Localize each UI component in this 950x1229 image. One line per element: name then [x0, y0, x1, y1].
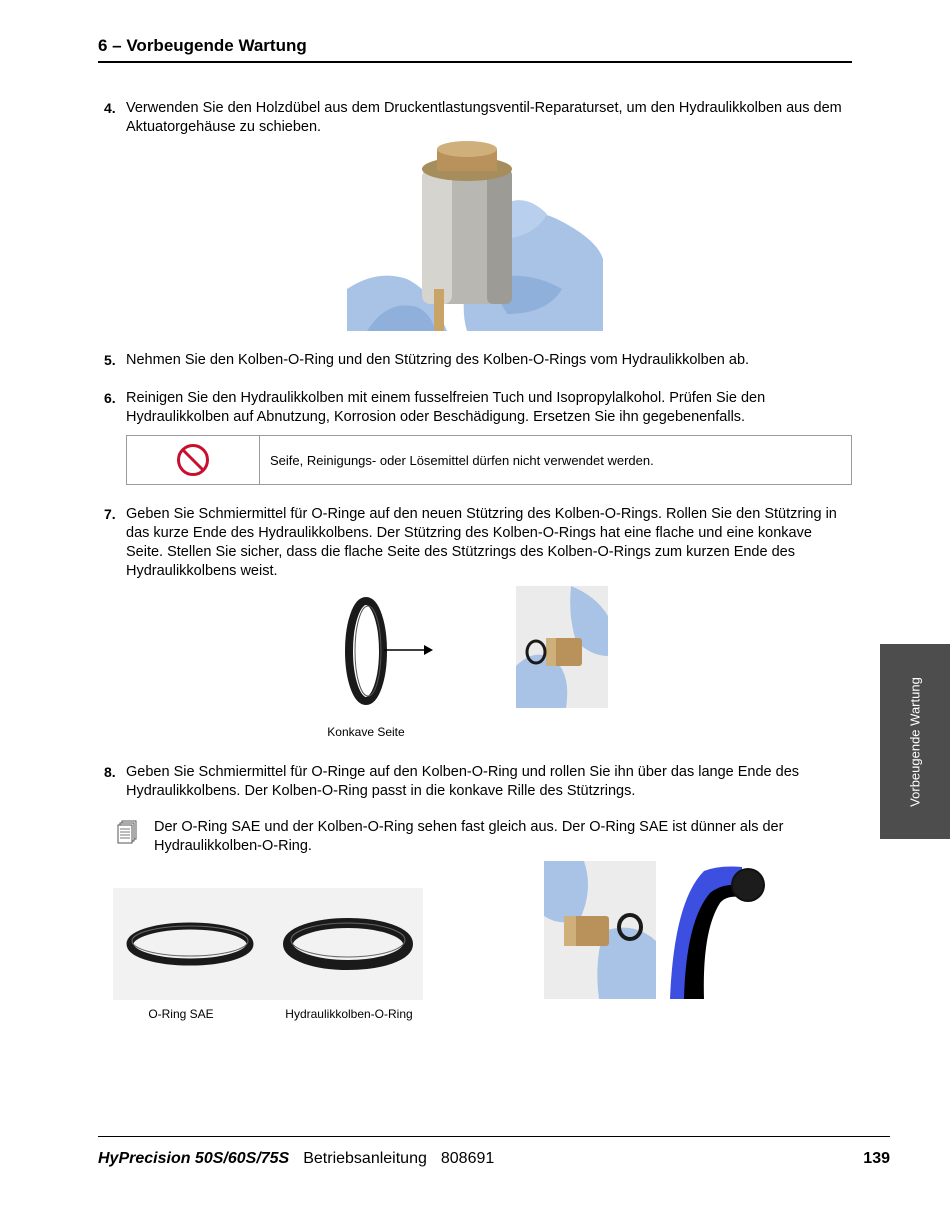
step-text: Nehmen Sie den Kolben-O-Ring und den Stützring des Kolben-O-Rings vom Hydraulikkolben ab.	[126, 352, 750, 368]
step-5	[98, 351, 853, 370]
step-number: 5.	[104, 352, 116, 368]
step-4	[98, 99, 853, 137]
warning-box	[126, 435, 852, 485]
step-text: Verwenden Sie den Holzdübel aus dem Druckentlastungsventil-Reparaturset, um den Hydraulikkolben aus dem Aktuatorgehäuse zu schieben.	[126, 100, 842, 135]
page-number: 139	[863, 1150, 890, 1167]
side-tab-label: Vorbeugende Wartung	[907, 676, 923, 807]
oring-comparison-photo	[113, 888, 423, 1000]
step-number: 8.	[104, 764, 116, 780]
warning-icon-cell	[127, 436, 260, 484]
step-number: 7.	[104, 506, 116, 522]
footer-part-number: 808691	[440, 1150, 495, 1167]
page-header	[98, 36, 852, 63]
footer-manual: Betriebsanleitung	[303, 1150, 427, 1167]
note-box	[116, 818, 856, 856]
step-text: Geben Sie Schmiermittel für O-Ringe auf den neuen Stützring des Kolben-O-Rings. Rollen Sie den Stützring in das kurze Ende des Hydraulikkolbens. Der Stützring des Kolben-O-Rings hat eine flache und eine konkave Seite. Stellen Sie sicher, dass die flache Seite des Stützrings des Kolben-O-Rings zum kurzen Ende des Hydraulikkolbens weist.	[126, 506, 837, 579]
oring-install-photo	[544, 861, 656, 999]
step-6	[98, 389, 853, 427]
footer-product: HyPrecision 50S/60S/75S	[98, 1150, 290, 1167]
footer-divider	[98, 1136, 890, 1137]
step-text: Geben Sie Schmiermittel für O-Ringe auf den Kolben-O-Ring und rollen Sie ihn über das lange Ende des Hydraulikkolbens. Der Kolben-O-Ring passt in die konkave Rille des Stützrings.	[126, 764, 800, 799]
step-7	[98, 505, 853, 581]
concave-side-caption: Konkave Seite	[327, 725, 405, 739]
section-title: 6 – Vorbeugende Wartung	[98, 36, 307, 55]
step-number: 4.	[104, 100, 116, 116]
backup-ring-image	[320, 585, 435, 710]
page-footer	[98, 1150, 890, 1172]
oring-sae-caption: O-Ring SAE	[148, 1007, 214, 1021]
step-text: Reinigen Sie den Hydraulikkolben mit einem fusselfreien Tuch und Isopropylalkohol. Prüfen Sie den Hydraulikkolben auf Abnutzung, Korrosion oder Beschädigung. Ersetzen Sie ihn gegebenenfalls.	[126, 390, 766, 425]
seal-cross-section-image	[664, 861, 776, 999]
piston-oring-caption: Hydraulikkolben-O-Ring	[285, 1007, 413, 1021]
warning-text: Seife, Reinigungs- oder Lösemittel dürfen nicht verwendet werden.	[270, 452, 654, 468]
note-text: Der O-Ring SAE und der Kolben-O-Ring sehen fast gleich aus. Der O-Ring SAE ist dünner als der Hydraulikkolben-O-Ring.	[154, 819, 784, 854]
piston-removal-photo	[347, 139, 603, 331]
step-8	[98, 763, 853, 801]
backup-ring-install-photo	[516, 586, 608, 708]
side-chapter-tab	[880, 644, 950, 839]
step-number: 6.	[104, 390, 116, 406]
prohibited-icon	[176, 443, 210, 477]
note-pages-icon	[116, 820, 138, 846]
